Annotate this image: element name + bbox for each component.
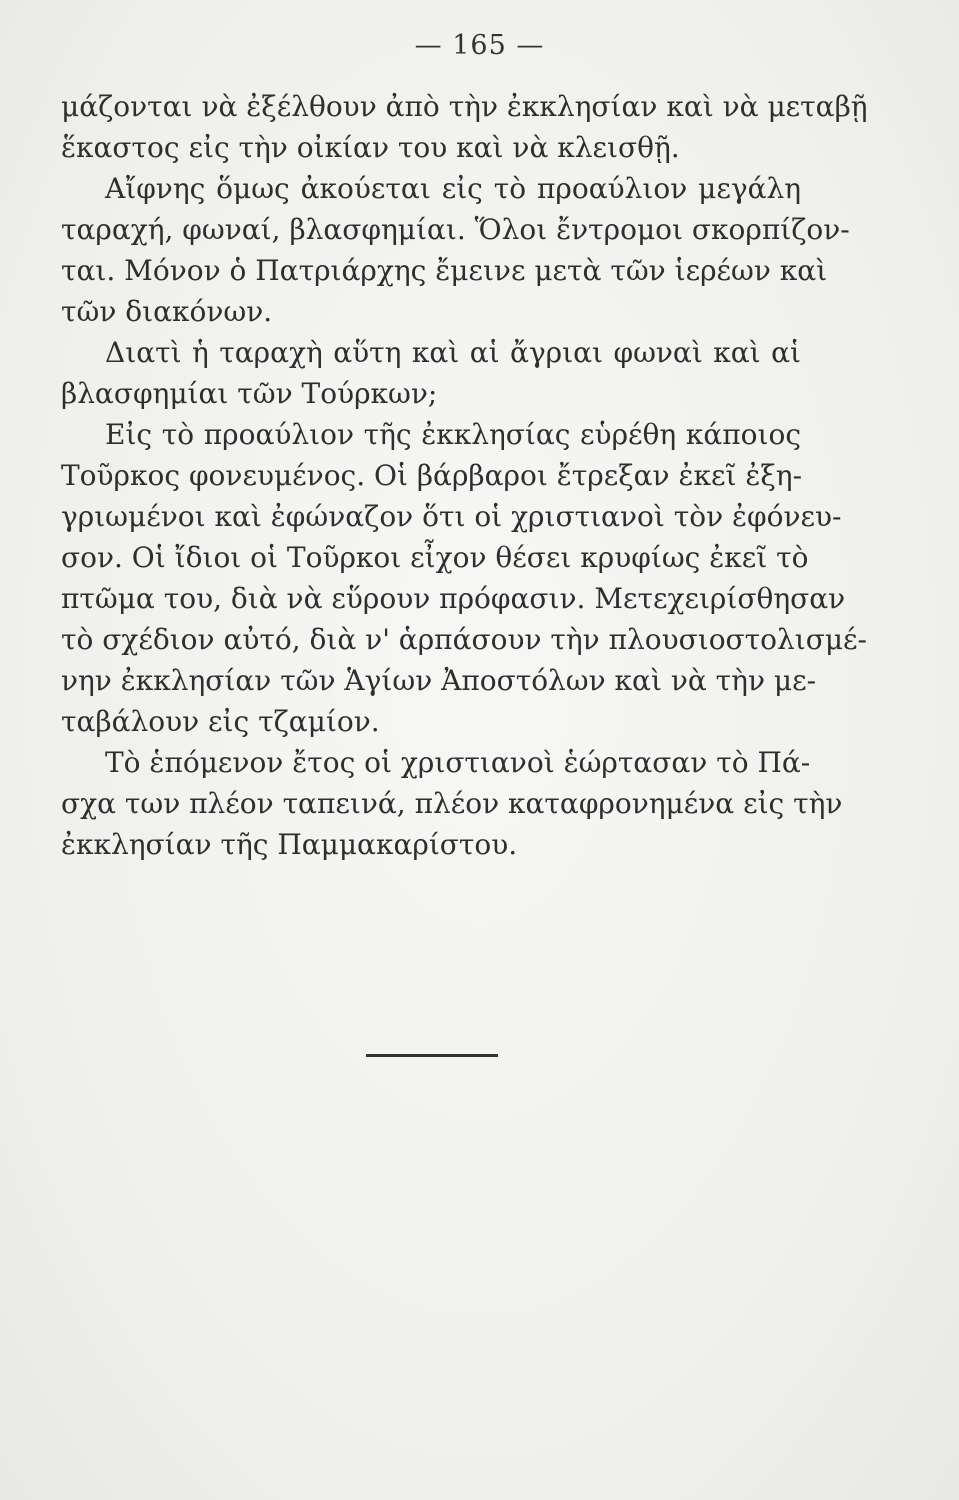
- text-line: ταραχή, φωναί, βλασφημίαι. Ὅλοι ἔντρομοι σκορπίζον-: [61, 213, 850, 246]
- text-line: Εἰς τὸ προαύλιον τῆς ἐκκλησίας εὑρέθη κάποιος: [105, 418, 801, 451]
- text-line: νην ἐκκλησίαν τῶν Ἁγίων Ἀποστόλων καὶ νὰ τὴν με-: [61, 664, 817, 697]
- text-line: ἕκαστος εἰς τὴν οἰκίαν του καὶ νὰ κλεισθῇ.: [61, 131, 680, 164]
- text-line: τὸ σχέδιον αὐτό, διὰ ν' ἁρπάσουν τὴν πλουσιοστολισμέ-: [61, 623, 868, 656]
- body-text: [61, 86, 868, 865]
- text-line: ταβάλουν εἰς τζαμίον.: [61, 705, 380, 738]
- section-rule: [366, 1054, 498, 1057]
- text-line: μάζονται νὰ ἐξέλθουν ἀπὸ τὴν ἐκκλησίαν καὶ νὰ μεταβῇ: [61, 90, 868, 123]
- text-line: Τοῦρκος φονευμένος. Οἱ βάρβαροι ἔτρεξαν ἐκεῖ ἐξη-: [61, 459, 803, 492]
- text-line: γριωμένοι καὶ ἐφώναζον ὅτι οἱ χριστιανοὶ τὸν ἐφόνευ-: [61, 500, 842, 533]
- text-line: σον. Οἱ ἴδιοι οἱ Τοῦρκοι εἶχον θέσει κρυφίως ἐκεῖ τὸ: [61, 541, 809, 574]
- text-line: Αἴφνης ὅμως ἀκούεται εἰς τὸ προαύλιον μεγάλη: [105, 172, 801, 205]
- text-line: βλασφημίαι τῶν Τούρκων;: [61, 377, 438, 410]
- text-line: σχα των πλέον ταπεινά, πλέον καταφρονημένα εἰς τὴν: [61, 787, 843, 820]
- text-line: ἐκκλησίαν τῆς Παμμακαρίστου.: [61, 828, 518, 861]
- text-line: πτῶμα του, διὰ νὰ εὕρουν πρόφασιν. Μετεχειρίσθησαν: [61, 582, 846, 615]
- page-number: — 165 —: [414, 30, 545, 61]
- text-line: τῶν διακόνων.: [61, 295, 273, 328]
- text-line: ται. Μόνον ὁ Πατριάρχης ἔμεινε μετὰ τῶν ἱερέων καὶ: [61, 254, 828, 287]
- text-line: Διατὶ ἡ ταραχὴ αὕτη καὶ αἱ ἄγριαι φωναὶ καὶ αἱ: [105, 336, 801, 369]
- text-line: Τὸ ἑπόμενον ἔτος οἱ χριστιανοὶ ἑώρτασαν τὸ Πά-: [105, 746, 811, 779]
